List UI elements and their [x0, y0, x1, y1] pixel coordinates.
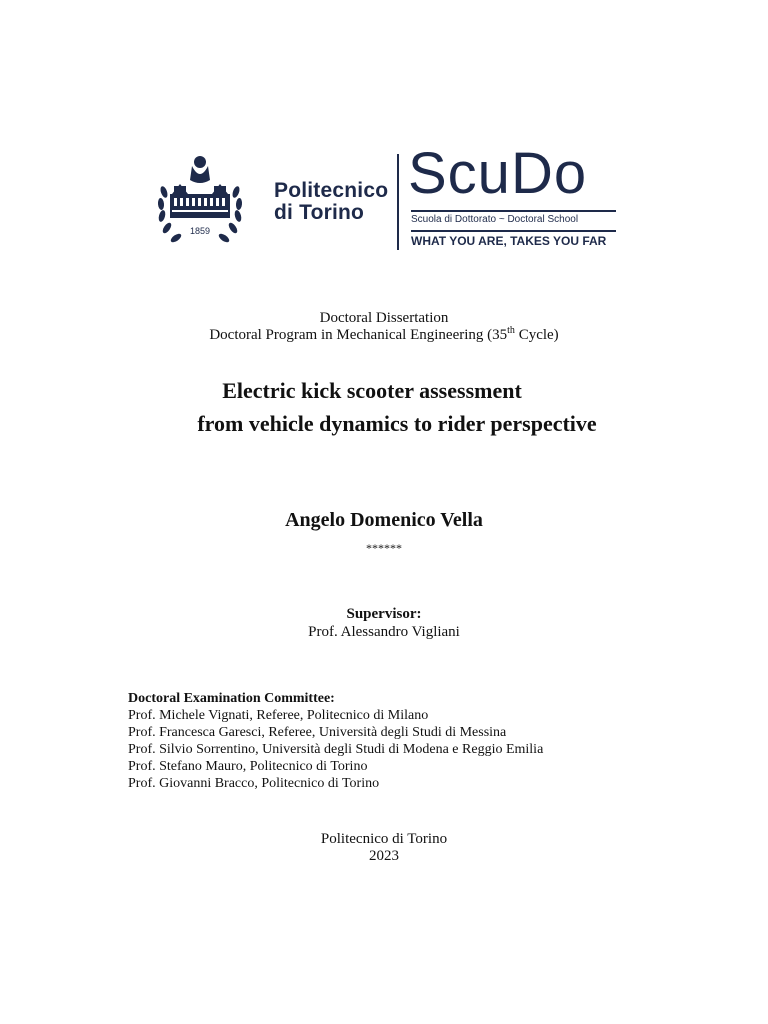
politecnico-wordmark	[274, 180, 388, 224]
footer-institution: Politecnico di Torino	[320, 831, 448, 847]
program-ordinal: th	[507, 325, 515, 336]
program-suffix: Cycle)	[514, 327, 559, 343]
committee-label: Doctoral Examination Committee:	[128, 691, 335, 706]
program-prefix: Doctoral Program in Mechanical Engineering (35	[209, 327, 508, 343]
seal-year: 1859	[189, 226, 211, 236]
committee-member: Prof. Giovanni Bracco, Politecnico di Torino	[128, 776, 380, 791]
committee-member: Prof. Silvio Sorrentino, Università degli Studi di Modena e Reggio Emilia	[128, 742, 544, 757]
supervisor-name: Prof. Alessandro Vigliani	[308, 624, 460, 640]
title-line2: from vehicle dynamics to rider perspective	[197, 411, 597, 436]
poli-line1: Politecnico	[274, 179, 389, 202]
examination-committee	[128, 690, 728, 792]
committee-member: Prof. Stefano Mauro, Politecnico di Torino	[128, 759, 368, 774]
title-line1: Electric kick scooter assessment	[222, 378, 522, 403]
logo-banner	[140, 140, 630, 258]
committee-member: Prof. Michele Vignati, Referee, Politecnico di Milano	[128, 708, 429, 723]
doctoral-program	[0, 326, 768, 344]
scudo-motto: WHAT YOU ARE, TAKES YOU FAR	[411, 234, 607, 248]
author-name: Angelo Domenico Vella	[285, 509, 483, 531]
scudo-wordmark: ScuDo	[408, 141, 588, 206]
author-separator: ******	[366, 541, 402, 555]
poli-line2: di Torino	[274, 201, 365, 224]
dissertation-type: Doctoral Dissertation	[319, 310, 449, 326]
scudo-subtitle: Scuola di Dottorato ~ Doctoral School	[411, 214, 579, 225]
logo-divider	[397, 154, 399, 250]
politecnico-seal-logo	[154, 152, 246, 252]
committee-member: Prof. Francesca Garesci, Referee, Università degli Studi di Messina	[128, 725, 507, 740]
supervisor-label: Supervisor:	[346, 606, 422, 622]
footer-year: 2023	[369, 848, 399, 864]
scudo-rule-bottom	[411, 230, 616, 232]
scudo-rule-top	[411, 210, 616, 212]
dissertation-title	[0, 376, 768, 438]
